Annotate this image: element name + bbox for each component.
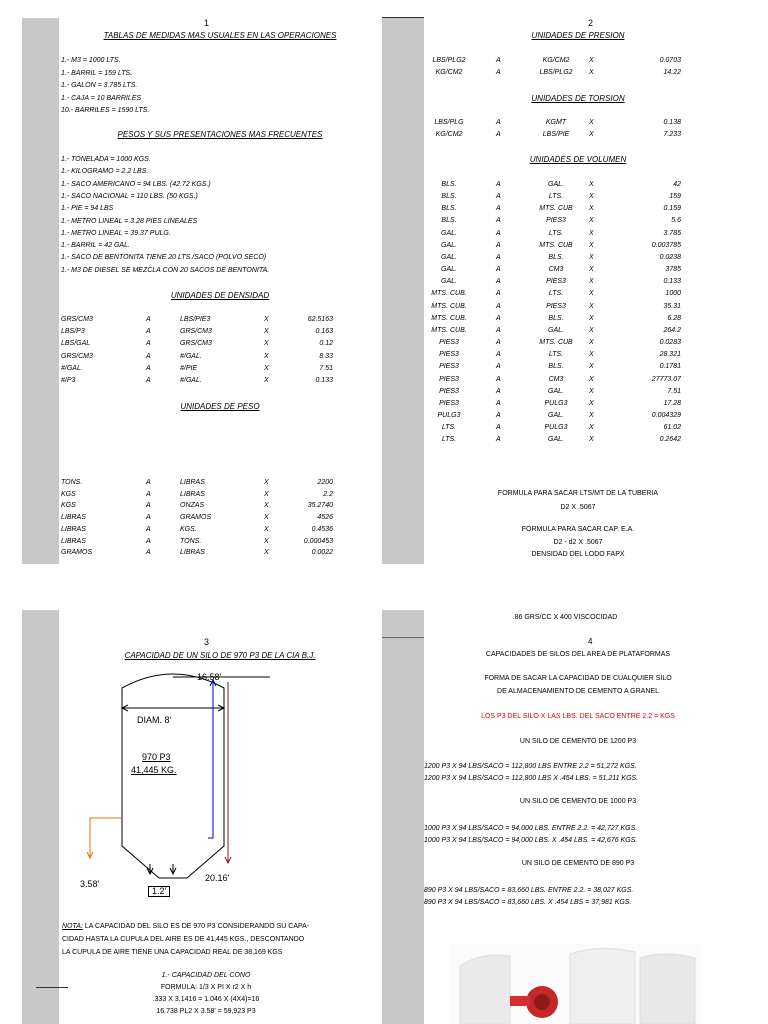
section-title-volume: UNIDADES DE VOLUMEN: [529, 155, 627, 164]
silo-1200-title: UN SILO DE CEMENTO DE 1200 P3: [519, 738, 637, 745]
table-cell-factor: 3.785: [663, 229, 681, 237]
table-cell-a: A: [146, 377, 151, 384]
table-cell-from: BLS.: [441, 205, 457, 213]
table-cell-x: X: [589, 229, 594, 237]
table-cell-from: LBS/P3: [61, 328, 85, 336]
table-cell-factor: 7.51: [319, 364, 333, 372]
table-cell-to: #/PIE: [180, 364, 198, 372]
table-cell-x: X: [589, 424, 594, 432]
list-item: 1.- GALON = 3.785 LTS.: [61, 82, 138, 89]
table-cell-x: X: [589, 339, 594, 347]
table-cell-from: BLS.: [441, 193, 457, 201]
table-cell-x: X: [589, 217, 594, 225]
table-cell-factor: 0.2642: [659, 436, 681, 444]
table-cell-a: A: [496, 351, 501, 359]
table-cell-factor: 1000: [665, 290, 681, 298]
nota-line-3: LA CUPULA DE AIRE TIENE UNA CAPACIDAD REAL DE 38,169 KGS: [62, 949, 283, 956]
table-cell-factor: 5.6: [671, 217, 681, 225]
table-cell-factor: 35.2740: [307, 502, 333, 510]
page2-margin-band: [382, 18, 424, 564]
table-cell-to: LIBRAS: [180, 549, 205, 557]
table-cell-to: GAL.: [548, 387, 564, 395]
table-cell-factor: 0.138: [663, 119, 681, 126]
section-title-weights: PESOS Y SUS PRESENTACIONES MAS FRECUENTES: [117, 130, 323, 139]
page-title: CAPACIDAD DE UN SILO DE 970 P3 DE LA CIA B.J.: [124, 651, 316, 660]
table-cell-from: GAL.: [441, 266, 457, 274]
table-cell-x: X: [589, 131, 594, 139]
page1-margin-band: [22, 18, 59, 564]
intro-line: DE ALMACENAMIENTO DE CEMENTO A GRANEL: [497, 688, 659, 695]
table-cell-a: A: [496, 399, 501, 407]
table-cell-x: X: [264, 525, 269, 533]
body-height-line-blue: [208, 680, 213, 838]
table-cell-x: X: [264, 377, 269, 384]
table-cell-from: MTS. CUB.: [431, 290, 467, 298]
table-cell-to: LIBRAS: [180, 490, 205, 498]
rule-line-red: LOS P3 DEL SILO X LAS LBS. DEL SACO ENTRE 2.2 = KGS: [481, 713, 675, 720]
table-cell-from: PIES3: [439, 387, 459, 395]
viscosity-line: .86 GRS/CC X 400 VISCOCIDAD: [512, 614, 618, 621]
table-cell-to: PIES3: [546, 217, 566, 225]
table-cell-x: X: [589, 399, 594, 407]
table-cell-a: A: [496, 278, 501, 286]
table-cell-a: A: [496, 375, 501, 383]
list-item: 1.- M3 = 1000 LTS.: [61, 57, 121, 64]
red-valve: [534, 994, 550, 1010]
table-cell-factor: 0.003785: [651, 241, 681, 249]
table-cell-a: A: [496, 363, 501, 371]
table-cell-a: A: [496, 412, 501, 420]
table-cell-a: A: [496, 290, 501, 298]
page4-margin-band: [382, 610, 424, 1024]
table-cell-factor: 8.33: [319, 352, 333, 360]
silo-tank: [460, 955, 510, 1024]
table-cell-x: X: [589, 181, 594, 188]
nota-line-1: [62, 922, 309, 931]
table-cell-a: A: [496, 387, 501, 395]
page3-bottom-rule: [36, 987, 68, 988]
table-cell-from: PIES3: [439, 351, 459, 359]
table-cell-factor: 0.004329: [651, 412, 681, 420]
intro-line: FORMA DE SACAR LA CAPACIDAD DE CUALQUIER SILO: [484, 675, 672, 682]
table-cell-from: GAL.: [441, 229, 457, 237]
table-cell-to: GRAMOS: [180, 514, 212, 522]
table-cell-a: A: [496, 69, 501, 77]
table-cell-x: X: [264, 328, 269, 336]
table-cell-from: PIES3: [439, 339, 459, 347]
table-cell-from: BLS.: [441, 217, 457, 225]
table-cell-a: A: [496, 326, 501, 334]
table-cell-factor: 0.0022: [311, 549, 333, 557]
list-item: 1.- CAJA = 10 BARRILES: [61, 94, 142, 102]
table-cell-to: PULG3: [544, 399, 568, 407]
table-cell-to: BLS.: [548, 253, 564, 261]
table-cell-to: ONZAS: [180, 502, 205, 510]
table-cell-a: A: [496, 436, 501, 444]
table-cell-to: LTS.: [548, 351, 564, 359]
silo-1200-calc: 1200 P3 X 94 LBS/SACO = 112,800 LBS X .454 LBS. = 51,211 KGS.: [424, 775, 639, 782]
section-title-torsion: UNIDADES DE TORSION: [531, 94, 625, 103]
table-cell-factor: 7.51: [667, 387, 681, 395]
table-cell-from: GAL.: [441, 241, 457, 249]
page-number: 3: [204, 637, 210, 647]
table-cell-to: LTS.: [548, 290, 564, 298]
table-cell-from: #/P3: [61, 377, 76, 384]
table-cell-from: LBS/PLG: [434, 119, 464, 126]
table-cell-a: A: [146, 328, 151, 336]
list-item: 1.- SACO DE BENTONITA TIENE 20 LTS./SACO (POLVO SECO): [61, 254, 267, 262]
table-cell-from: LTS.: [441, 436, 457, 444]
section-title-density: UNIDADES DE DENSIDAD: [170, 291, 270, 300]
table-cell-a: A: [146, 525, 151, 533]
table-cell-to: GAL.: [548, 436, 564, 444]
table-cell-to: CM3: [548, 375, 564, 383]
table-cell-x: X: [264, 340, 269, 348]
table-cell-factor: 0.0283: [659, 339, 681, 347]
table-cell-x: X: [264, 364, 269, 372]
cone-step: .333 X 3.1416 = 1.046 X (4X4)=16: [152, 996, 260, 1003]
table-cell-a: A: [496, 266, 501, 274]
table-cell-to: GRS/CM3: [180, 328, 212, 336]
table-cell-to: BLS.: [548, 314, 564, 322]
table-cell-factor: 0.133: [663, 278, 681, 286]
silo-tank: [570, 948, 635, 1024]
table-cell-from: MTS. CUB.: [431, 314, 467, 322]
table-cell-factor: 42: [673, 181, 681, 188]
table-cell-factor: 0.163: [315, 328, 333, 336]
table-cell-factor: 2200: [317, 479, 333, 486]
table-cell-to: PULG3: [544, 424, 568, 432]
list-item: 1.- SACO AMERICANO = 94 LBS. (42.72 KGS.): [61, 180, 211, 188]
table-cell-from: PULG3: [437, 412, 461, 420]
table-cell-to: LTS.: [548, 229, 564, 237]
table-cell-to: GAL.: [548, 412, 564, 420]
table-cell-to: LBS/PIE3: [180, 316, 211, 323]
table-cell-a: A: [496, 205, 501, 213]
table-cell-to: LTS.: [548, 193, 564, 201]
table-cell-factor: 0.133: [315, 377, 333, 384]
list-item: 1.- METRO LINEAL = 39.37 PULG.: [61, 229, 171, 237]
table-cell-a: A: [146, 549, 151, 557]
table-cell-a: A: [146, 490, 151, 498]
table-cell-a: A: [146, 479, 151, 486]
dim-bottom-label: 1.2': [148, 886, 170, 897]
table-cell-from: PIES3: [439, 363, 459, 371]
table-cell-factor: 264.2: [663, 326, 681, 334]
table-cell-factor: 28.321: [659, 351, 681, 359]
list-item: 1.- M3 DE DIESEL SE MEZCLA CON 20 SACOS DE BENTONITA.: [61, 266, 270, 274]
table-cell-factor: 62.5163: [307, 316, 333, 323]
table-cell-to: GAL.: [548, 326, 564, 334]
nota-text: LA CAPACIDAD DEL SILO ES DE 970 P3 CONSIDERANDO SU CAPA-: [82, 923, 310, 930]
table-cell-factor: 4526: [317, 514, 333, 522]
page2-top-rule: [382, 17, 424, 18]
table-cell-a: A: [146, 316, 151, 323]
table-cell-a: A: [496, 131, 501, 139]
table-cell-x: X: [589, 412, 594, 420]
table-cell-x: X: [264, 514, 269, 522]
list-item: 1.- BARRIL = 159 LTS.: [61, 69, 133, 77]
cone-height-line-orange: [90, 818, 122, 858]
table-cell-x: X: [589, 363, 594, 371]
table-cell-to: MTS. CUB: [539, 205, 573, 213]
table-cell-factor: 0.000453: [303, 537, 333, 545]
table-cell-from: KG/CM2: [435, 131, 463, 139]
table-cell-factor: 0.12: [319, 340, 333, 348]
table-cell-x: X: [589, 375, 594, 383]
silo-1000-calc: 1000 P3 X 94 LBS/SACO = 94,000 LBS. ENTRE 2.2. = 42,727 KGS.: [424, 825, 638, 832]
table-cell-x: X: [264, 502, 269, 510]
table-cell-x: X: [589, 57, 594, 64]
silo-1000-calc: 1000 P3 X 94 LBS/SACO = 94,000 LBS. X .454 LBS. = 42,676 KGS.: [424, 837, 638, 844]
list-item: 1.- SACO NACIONAL = 110 LBS. (50 KGS.): [61, 192, 198, 200]
table-cell-x: X: [589, 241, 594, 249]
section-title-pressure: UNIDADES DE PRESION: [531, 31, 625, 40]
list-item: 1.- METRO LINEAL = 3.28 PIES LINEALES: [61, 217, 198, 225]
page4-top-rule: [382, 637, 424, 638]
table-cell-factor: 7.233: [663, 131, 681, 139]
table-cell-x: X: [589, 351, 594, 359]
table-cell-x: X: [589, 314, 594, 322]
table-cell-x: X: [589, 253, 594, 261]
table-cell-to: LBS/PIE: [542, 131, 570, 139]
table-cell-from: LTS.: [441, 424, 457, 432]
page3-margin-band: [22, 610, 59, 1024]
table-cell-factor: 3785: [665, 266, 681, 274]
list-item: 10.- BARRILES = 1590 LTS.: [61, 107, 150, 114]
table-cell-from: LIBRAS: [61, 525, 86, 533]
table-cell-x: X: [264, 352, 269, 360]
table-cell-from: LIBRAS: [61, 514, 86, 522]
list-item: 1.- KILOGRAMO = 2.2 LBS.: [61, 168, 149, 176]
cone-step: 16.738 PL2 X 3.58' = 59,923 P3: [156, 1008, 256, 1015]
table-cell-to: MTS. CUB: [539, 241, 573, 249]
table-cell-from: LBS/GAL: [61, 340, 91, 348]
formula-text: D2 - d2 X .5067: [553, 539, 603, 546]
table-cell-a: A: [496, 314, 501, 322]
table-cell-to: PIES3: [546, 302, 566, 310]
table-cell-factor: 17.28: [663, 399, 681, 407]
silo-890-calc: 890 P3 X 94 LBS/SACO = 83,660 LBS. ENTRE 2.2. = 38,027 KGS.: [424, 887, 634, 894]
table-cell-x: X: [264, 537, 269, 545]
table-cell-factor: 35.31: [663, 302, 681, 310]
diameter-label: DIAM. 8': [137, 715, 172, 725]
dim-right-label: 20.16': [205, 873, 230, 883]
table-cell-from: KG/CM2: [435, 69, 463, 77]
formula-title: FORMULA PARA SACAR LTS/MT DE LA TUBERIA: [497, 490, 659, 497]
table-cell-x: X: [589, 326, 594, 334]
table-cell-to: MTS. CUB: [539, 339, 573, 347]
table-cell-a: A: [496, 181, 501, 188]
cone-title: 1.- CAPACIDAD DEL CONO: [161, 972, 251, 979]
table-cell-a: A: [146, 340, 151, 348]
table-cell-x: X: [264, 479, 269, 486]
page-number: 4: [588, 637, 593, 646]
table-cell-factor: 0.0703: [659, 57, 681, 64]
table-cell-from: GAL.: [441, 253, 457, 261]
table-cell-to: GRS/CM3: [180, 340, 212, 348]
table-cell-a: A: [496, 57, 501, 64]
table-cell-x: X: [264, 316, 269, 323]
page-title: CAPACIDADES DE SILOS DEL AREA DE PLATAFORMAS: [485, 651, 671, 658]
table-cell-to: KGS.: [180, 525, 197, 533]
table-cell-factor: 0.0238: [659, 253, 681, 261]
table-cell-from: GRAMOS: [61, 549, 93, 557]
table-cell-x: X: [589, 302, 594, 310]
table-cell-a: A: [496, 241, 501, 249]
page-title: TABLAS DE MEDIDAS MAS USUALES EN LAS OPERACIONES: [103, 31, 337, 40]
table-cell-a: A: [496, 217, 501, 225]
silo-outline: [122, 674, 224, 878]
table-cell-x: X: [589, 205, 594, 213]
table-cell-from: KGS: [61, 490, 76, 498]
table-cell-x: X: [589, 119, 594, 126]
list-item: 1.- TONELADA = 1000 KGS.: [61, 156, 151, 163]
table-cell-factor: 6.28: [667, 314, 681, 322]
formula-text: D2 X .5067: [560, 504, 596, 511]
nota-label: NOTA:: [62, 923, 83, 930]
table-cell-from: GAL.: [441, 278, 457, 286]
table-cell-x: X: [589, 193, 594, 201]
list-item: 1.- BARRIL = 42 GAL.: [61, 242, 130, 250]
table-cell-a: A: [496, 302, 501, 310]
table-cell-from: GRS/CM3: [61, 352, 93, 360]
table-cell-factor: 0.4536: [311, 525, 333, 533]
table-cell-a: A: [146, 364, 151, 372]
table-cell-from: MTS. CUB.: [431, 302, 467, 310]
section-title-weight: UNIDADES DE PESO: [180, 402, 260, 411]
table-cell-to: #/GAL.: [180, 352, 202, 360]
table-cell-to: BLS.: [548, 363, 564, 371]
table-cell-to: KG/CM2: [542, 57, 570, 64]
table-cell-factor: 61.02: [663, 424, 681, 432]
table-cell-a: A: [496, 229, 501, 237]
table-cell-x: X: [264, 549, 269, 557]
silo-volume-label: 970 P3: [142, 752, 171, 762]
table-cell-a: A: [496, 339, 501, 347]
table-cell-a: A: [496, 193, 501, 201]
red-valve: [510, 996, 530, 1006]
table-cell-factor: 2.2: [323, 490, 333, 498]
dim-left-label: 3.58': [80, 879, 100, 889]
table-cell-from: LIBRAS: [61, 537, 86, 545]
table-cell-to: PIES3: [546, 278, 566, 286]
silo-tank: [640, 954, 695, 1024]
silo-1000-title: UN SILO DE CEMENTO DE 1000 P3: [519, 798, 637, 805]
table-cell-from: GRS/CM3: [61, 316, 93, 323]
table-cell-x: X: [589, 436, 594, 444]
table-cell-x: X: [264, 490, 269, 498]
table-cell-to: CM3: [548, 266, 564, 274]
table-cell-to: KGMT: [545, 119, 567, 126]
table-cell-a: A: [496, 253, 501, 261]
table-cell-factor: 159: [669, 193, 681, 201]
nota-line-2: CIDAD HASTA LA CUPULA DEL AIRE ES DE 41,445 KGS., DESCONTANDO: [62, 936, 305, 943]
table-cell-a: A: [146, 514, 151, 522]
table-cell-a: A: [146, 352, 151, 360]
table-cell-factor: 14.22: [663, 69, 681, 77]
silo-diagram: [80, 668, 280, 893]
table-cell-x: X: [589, 387, 594, 395]
page-number: 1: [204, 18, 210, 28]
table-cell-from: PIES3: [439, 399, 459, 407]
page-number: 2: [588, 18, 594, 28]
table-cell-from: LBS/PLG2: [432, 57, 466, 64]
table-cell-to: LIBRAS: [180, 479, 205, 486]
silo-890-calc: 890 P3 X 94 LBS/SACO = 83,660 LBS. X .454 LBS = 37,981 KGS.: [424, 899, 632, 906]
silo-weight-label: 41,445 KG.: [131, 765, 177, 775]
silo-890-title: UN SILO DE CEMENTO DE 890 P3: [521, 860, 635, 867]
list-item: 1.- PIE = 94 LBS: [61, 205, 114, 213]
table-cell-factor: 0.159: [663, 205, 681, 213]
table-cell-x: X: [589, 266, 594, 274]
table-cell-factor: 0.1781: [659, 363, 681, 371]
table-cell-a: A: [146, 537, 151, 545]
formula-title: FORMULA PARA SACAR CAP. E.A.: [521, 526, 635, 533]
cone-formula: FORMULA: 1/3 X PI X r2 X h: [160, 984, 252, 991]
table-cell-to: GAL.: [548, 181, 564, 188]
table-cell-from: KGS: [61, 502, 76, 510]
table-cell-to: #/GAL.: [180, 377, 202, 384]
table-cell-a: A: [496, 424, 501, 432]
table-cell-x: X: [589, 278, 594, 286]
table-cell-a: A: [146, 502, 151, 510]
table-cell-to: TONS.: [180, 537, 202, 545]
silo-photo: [450, 944, 700, 1024]
silo-1200-calc: 1200 P3 X 94 LBS/SACO = 112,800 LBS ENTRE 2.2 = 51,272 KGS.: [424, 763, 637, 770]
table-cell-from: MTS. CUB.: [431, 326, 467, 334]
table-cell-from: TONS.: [61, 479, 83, 486]
table-cell-from: #/GAL.: [61, 364, 83, 372]
table-cell-to: LBS/PLG2: [539, 69, 573, 77]
formula-text: DENSIDAD DEL LODO FAPX: [531, 551, 625, 558]
table-cell-a: A: [496, 119, 501, 126]
dim-top-label: 16.58': [197, 672, 222, 682]
table-cell-factor: 27773.07: [651, 375, 681, 383]
table-cell-from: PIES3: [439, 375, 459, 383]
table-cell-from: BLS.: [441, 181, 457, 188]
table-cell-x: X: [589, 69, 594, 77]
table-cell-x: X: [589, 290, 594, 298]
